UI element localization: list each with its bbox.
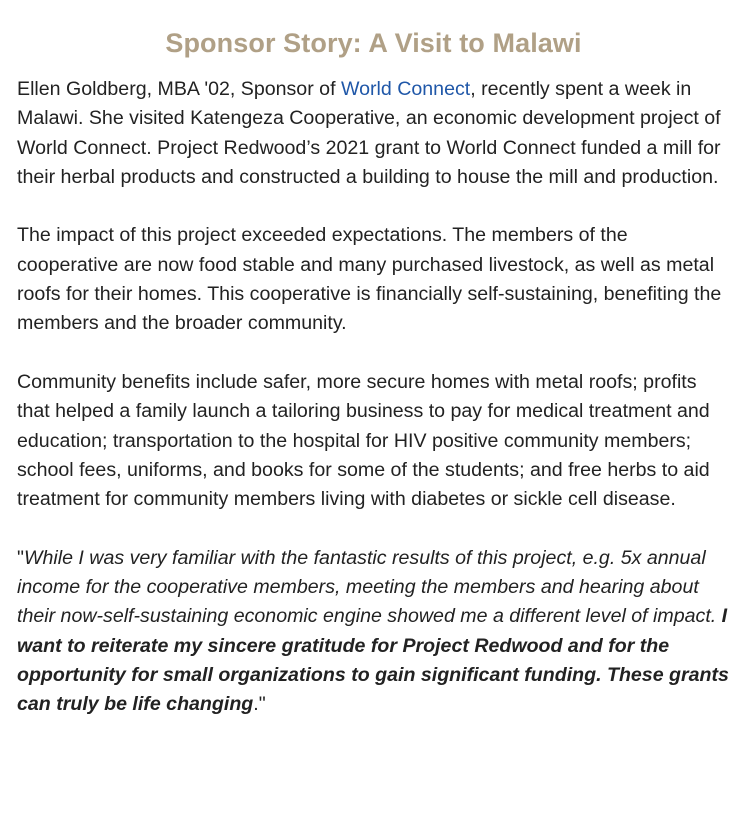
article-title: Sponsor Story: A Visit to Malawi xyxy=(165,28,582,58)
quote-close-mark: ." xyxy=(253,693,266,716)
quote-italic-text: While I was very familiar with the fantastic results of this project, e.g. 5x annual income for the cooperative members, meeting the members and hearing about their now-self-sustaining economic engine showed me a different level of impact. xyxy=(17,546,722,628)
intro-text-start: Ellen Goldberg, MBA '02, Sponsor of xyxy=(17,78,341,100)
impact-paragraph: The impact of this project exceeded expectations. The members of the cooperative are now food stable and many purchased livestock, as well as metal roofs for their homes. This cooperative is financially self-sustaining, benefiting the members and the broader community. xyxy=(17,224,722,335)
quote-open-mark: " xyxy=(17,546,24,569)
intro-paragraph xyxy=(17,75,730,192)
quote-bold-italic-text: I want to reiterate my sincere gratitude for Project Redwood and for the opportunity for small organizations to gain significant funding. These grants can truly be life changing xyxy=(17,605,729,716)
intro-text-end: , recently spent a week in Malawi. She visited Katengeza Cooperative, an economic development project of World Connect. Project Redwood’s 2021 grant to World Connect funded a mill for their herbal products and constructed a building to house the mill and production. xyxy=(17,78,721,188)
sponsor-quote xyxy=(17,544,730,720)
community-benefits-paragraph: Community benefits include safer, more secure homes with metal roofs; profits that helped a family launch a tailoring business to pay for medical treatment and education; transportation to the hospital for HIV positive community members; school fees, uniforms, and books for some of the students; and free herbs to aid treatment for community members living with diabetes or sickle cell disease. xyxy=(17,370,710,511)
world-connect-link[interactable]: World Connect xyxy=(340,78,471,100)
